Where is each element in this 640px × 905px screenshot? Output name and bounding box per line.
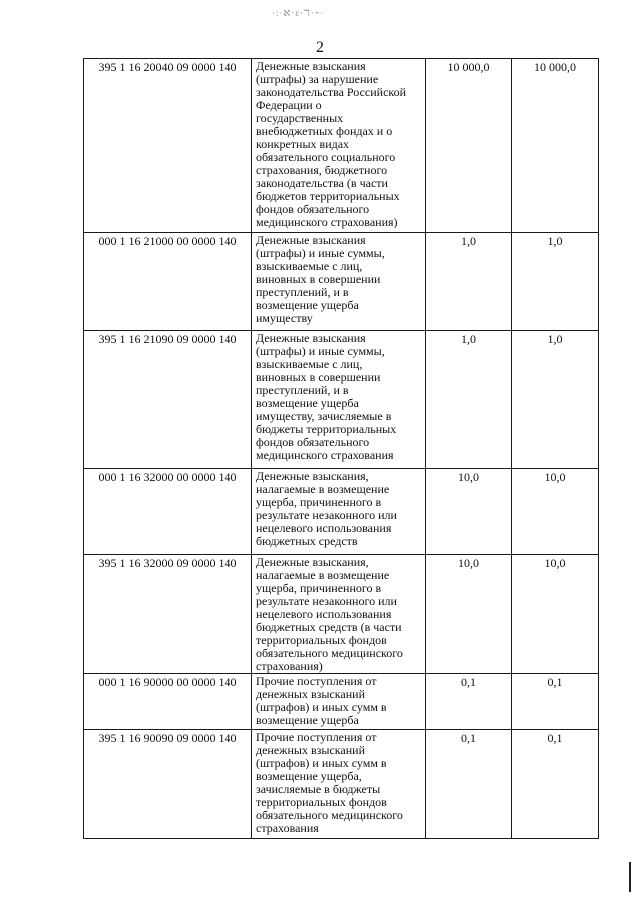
revenue-code-cell: 000 1 16 32000 00 0000 140 <box>84 469 252 555</box>
revenue-name-cell: Денежные взыскания (штрафы) и иные суммы, взыскиваемые с лиц, виновных в совершении преступлений, и в возмещение ущерба имуществу, зачисляемые в бюджеты территориальных фондов обязательного медицинского страхования <box>252 331 426 469</box>
table-row <box>84 555 599 674</box>
value-cell-1: 10 000,0 <box>426 59 512 233</box>
value-cell-2: 0,1 <box>512 674 599 730</box>
page-number: 2 <box>316 39 324 56</box>
value-cell-2: 1,0 <box>512 331 599 469</box>
value-cell-1: 0,1 <box>426 730 512 839</box>
value-cell-2: 0,1 <box>512 730 599 839</box>
table-body <box>84 59 599 839</box>
table-row <box>84 469 599 555</box>
revenue-code-cell: 395 1 16 21090 09 0000 140 <box>84 331 252 469</box>
revenue-code-cell: 395 1 16 20040 09 0000 140 <box>84 59 252 233</box>
table-row <box>84 730 599 839</box>
value-cell-2: 10,0 <box>512 555 599 674</box>
revenue-code-cell: 000 1 16 21000 00 0000 140 <box>84 233 252 331</box>
value-cell-1: 1,0 <box>426 331 512 469</box>
revenue-name-cell: Денежные взыскания, налагаемые в возмещение ущерба, причиненного в результате незаконного или нецелевого использования бюджетных средств (в части территориальных фондов обязательного медицинского страхования) <box>252 555 426 674</box>
scan-artifact: ·:·ℵ·ε·ℸ·⁃· <box>272 8 325 18</box>
revenue-name-cell: Прочие поступления от денежных взысканий (штрафов) и иных сумм в возмещение ущерба <box>252 674 426 730</box>
value-cell-2: 10 000,0 <box>512 59 599 233</box>
value-cell-1: 1,0 <box>426 233 512 331</box>
scan-edge-mark <box>629 862 631 892</box>
revenue-name-cell: Денежные взыскания, налагаемые в возмещение ущерба, причиненного в результате незаконного или нецелевого использования бюджетных средств <box>252 469 426 555</box>
value-cell-1: 10,0 <box>426 555 512 674</box>
revenue-code-cell: 000 1 16 90000 00 0000 140 <box>84 674 252 730</box>
revenue-code-cell: 395 1 16 32000 09 0000 140 <box>84 555 252 674</box>
table-row <box>84 331 599 469</box>
value-cell-1: 0,1 <box>426 674 512 730</box>
revenue-name-cell: Денежные взыскания (штрафы) за нарушение законодательства Российской Федерации о государственных внебюджетных фондах и о конкретных видах обязательного социального страхования, бюджетного законодательства (в части бюджетов территориальных фондов обязательного медицинского страхования) <box>252 59 426 233</box>
budget-revenue-table <box>83 58 599 839</box>
revenue-code-cell: 395 1 16 90090 09 0000 140 <box>84 730 252 839</box>
revenue-name-cell: Прочие поступления от денежных взысканий (штрафов) и иных сумм в возмещение ущерба, зачисляемые в бюджеты территориальных фондов обязательного медицинского страхования <box>252 730 426 839</box>
table-row <box>84 59 599 233</box>
value-cell-2: 10,0 <box>512 469 599 555</box>
table-row <box>84 233 599 331</box>
value-cell-2: 1,0 <box>512 233 599 331</box>
table-row <box>84 674 599 730</box>
revenue-name-cell: Денежные взыскания (штрафы) и иные суммы, взыскиваемые с лиц, виновных в совершении преступлений, и в возмещение ущерба имуществу <box>252 233 426 331</box>
value-cell-1: 10,0 <box>426 469 512 555</box>
